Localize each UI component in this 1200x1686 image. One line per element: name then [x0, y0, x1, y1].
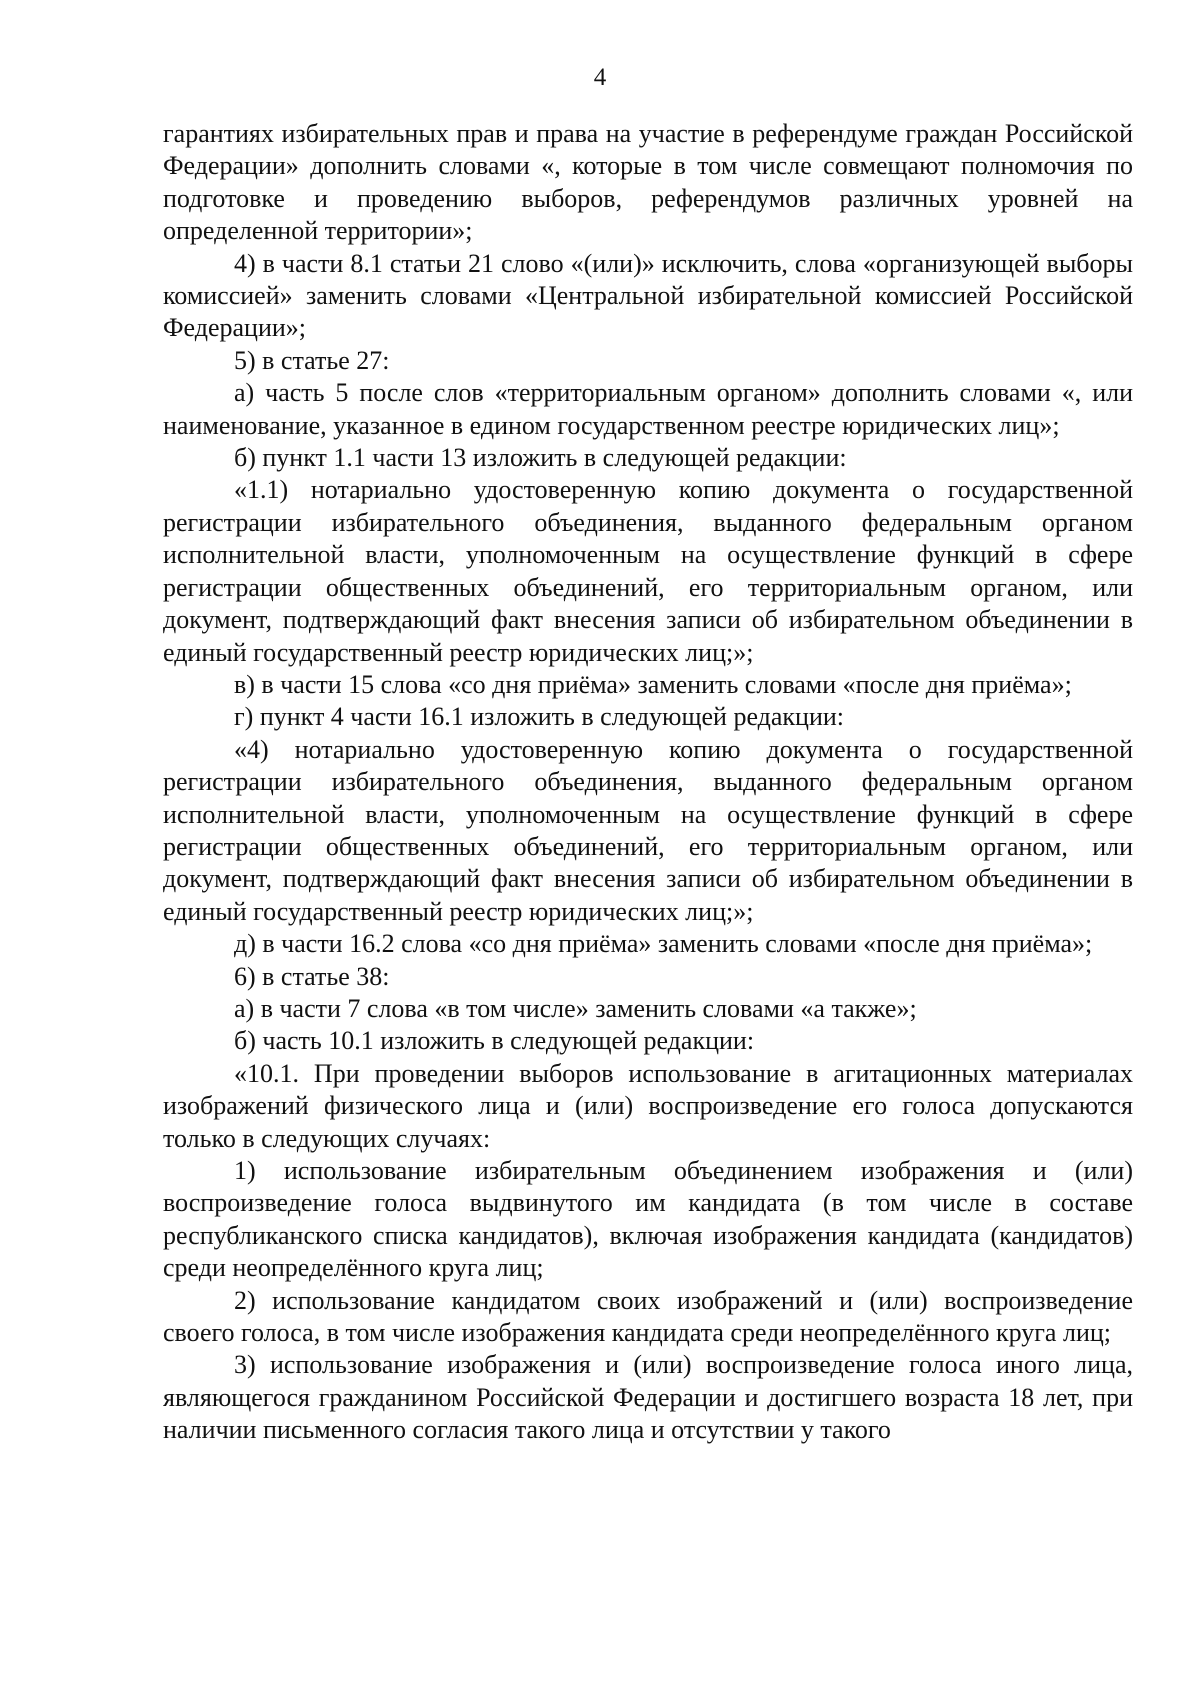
paragraph: д) в части 16.2 слова «со дня приёма» заменить словами «после дня приёма»; — [234, 929, 1093, 959]
paragraph: б) пункт 1.1 части 13 изложить в следующей редакции: — [234, 443, 847, 473]
paragraph: 1) использование избирательным объединением изображения и (или) воспроизведение голоса выдвинутого им кандидата (в том числе в составе республиканского списка кандидатов), включая изображения кандидата (кандидатов) среди неопределённого круга лиц; — [163, 1156, 1133, 1283]
paragraph: а) в части 7 слова «в том числе» заменить словами «а также»; — [234, 993, 917, 1023]
paragraph: гарантиях избирательных прав и права на участие в референдуме граждан Российской Федерации» дополнить словами «, которые в том числе совмещают полномочия по подготовке и проведению выборов, референдумов различных уровней на определенной территории»; — [163, 119, 1133, 246]
paragraph: «10.1. При проведении выборов использование в агитационных материалах изображений физического лица и (или) воспроизведение его голоса допускаются только в следующих случаях: — [163, 1058, 1133, 1153]
paragraph: 3) использование изображения и (или) воспроизведение голоса иного лица, являющегося гражданином Российской Федерации и достигшего возраста 18 лет, при наличии письменного согласия такого лица и отсутствии у такого — [163, 1350, 1133, 1445]
paragraph: 2) использование кандидатом своих изображений и (или) воспроизведение своего голоса, в том числе изображения кандидата среди неопределённого круга лиц; — [163, 1285, 1133, 1348]
paragraph: а) часть 5 после слов «территориальным органом» дополнить словами «, или наименование, указанное в едином государственном реестре юридических лиц»; — [163, 378, 1133, 440]
paragraph: б) часть 10.1 изложить в следующей редакции: — [234, 1026, 755, 1056]
paragraph: г) пункт 4 части 16.1 изложить в следующей редакции: — [234, 702, 845, 732]
paragraph: 4) в части 8.1 статьи 21 слово «(или)» исключить, слова «организующей выборы комиссией» заменить словами «Центральной избирательной комиссией Российской Федерации»; — [163, 248, 1133, 343]
paragraph: «1.1) нотариально удостоверенную копию документа о государственной регистрации избирательного объединения, выданного федеральным органом исполнительной власти, уполномоченным на осуществление функций в сфере регистрации общественных объединений, его территориальным органом, или документ, подтверждающий факт внесения записи об избирательном объединении в единый государственный реестр юридических лиц;»; — [163, 475, 1133, 667]
paragraph: 5) в статье 27: — [234, 345, 390, 375]
document-body — [163, 118, 1133, 1447]
paragraph: «4) нотариально удостоверенную копию документа о государственной регистрации избирательного объединения, выданного федеральным органом исполнительной власти, уполномоченным на осуществление функций в сфере регистрации общественных объединений, его территориальным органом, или документ, подтверждающий факт внесения записи об избирательном объединении в единый государственный реестр юридических лиц;»; — [163, 734, 1133, 926]
paragraph: в) в части 15 слова «со дня приёма» заменить словами «после дня приёма»; — [234, 669, 1072, 699]
paragraph: 6) в статье 38: — [234, 961, 390, 991]
page-number: 4 — [593, 64, 607, 91]
